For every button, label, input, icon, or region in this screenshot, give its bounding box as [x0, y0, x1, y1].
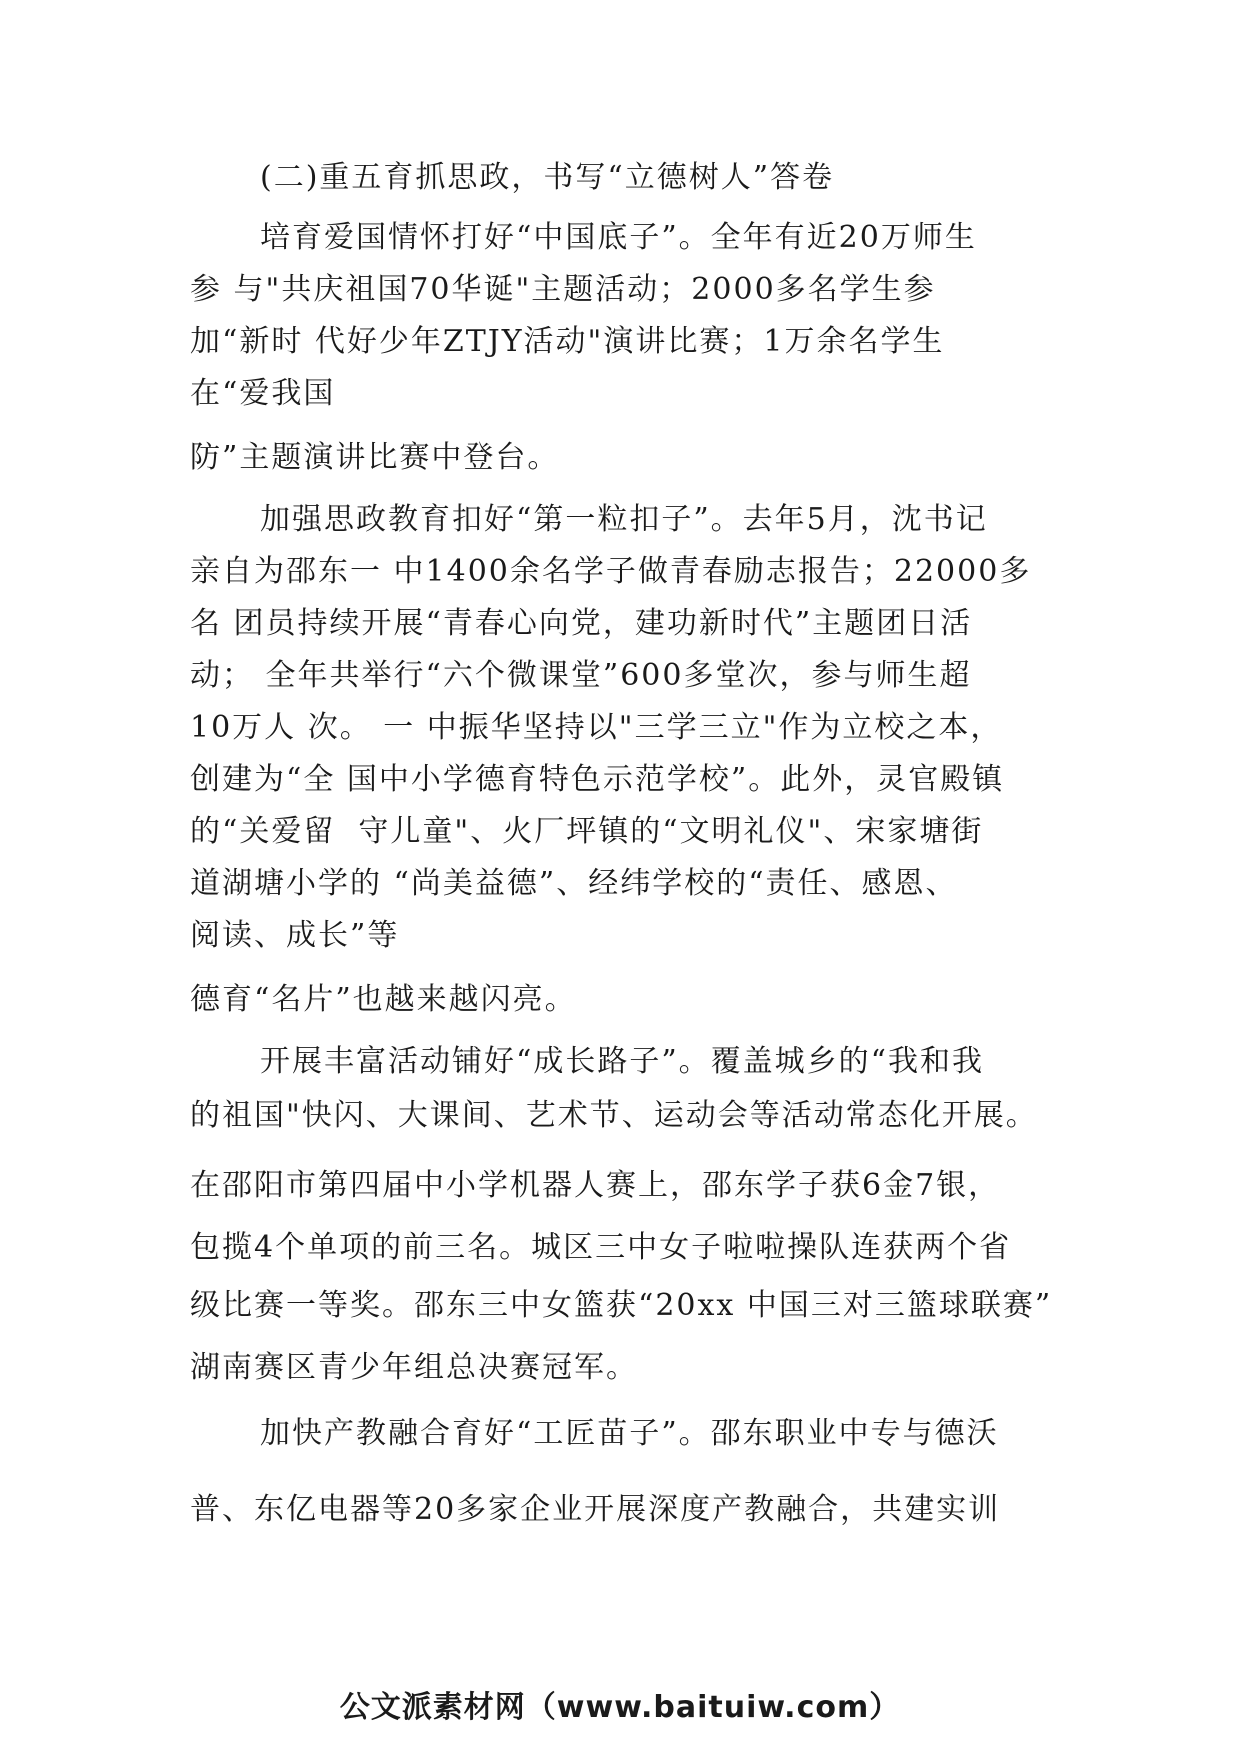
paragraph-line: 开展丰富活动铺好“成长路子”。覆盖城乡的“我和我 — [260, 1044, 985, 1079]
paragraph-line: 加强思政教育扣好“第一粒扣子”。去年5月，沈书记 — [260, 502, 988, 537]
paragraph-line: 湖南赛区青少年组总决赛冠军。 — [190, 1350, 638, 1385]
paragraph-line: 的“关爱留 守儿童"、火厂坪镇的“文明礼仪"、宋家塘街 — [190, 814, 984, 849]
section-heading: (二)重五育抓思政，书写“立德树人”答卷 — [260, 160, 835, 195]
paragraph-line: 德育“名片”也越来越闪亮。 — [190, 982, 577, 1017]
footer-watermark: 公文派素材网（www.baituiw.com） — [339, 1690, 901, 1725]
paragraph-line: 名 团员持续开展“青春心向党，建功新时代”主题团日活 — [190, 606, 973, 641]
paragraph-line: 动； 全年共举行“六个微课堂”600多堂次，参与师生超 — [190, 658, 972, 693]
paragraph-line: 阅读、成长”等 — [190, 918, 400, 953]
paragraph-line: 防”主题演讲比赛中登台。 — [190, 440, 560, 475]
paragraph-line: 普、东亿电器等20多家企业开展深度产教融合，共建实训 — [190, 1492, 1001, 1527]
paragraph-line: 参 与"共庆祖国70华诞"主题活动；2000多名学生参 — [190, 272, 936, 307]
paragraph-line: 亲自为邵东一 中1400余名学子做青春励志报告；22000多 — [190, 554, 1032, 589]
paragraph-line: 加“新时 代好少年ZTJY活动"演讲比赛；1万余名学生 — [190, 324, 945, 359]
paragraph-line: 包揽4个单项的前三名。城区三中女子啦啦操队连获两个省 — [190, 1230, 1012, 1265]
paragraph-line: 道湖塘小学的 “尚美益德”、经纬学校的“责任、感恩、 — [190, 866, 958, 901]
paragraph-line: 在邵阳市第四届中小学机器人赛上，邵东学子获6金7银， — [190, 1168, 1001, 1203]
paragraph-line: 的祖国"快闪、大课间、艺术节、运动会等活动常态化开展。 — [190, 1098, 1038, 1133]
paragraph-line: 培育爱国情怀打好“中国底子”。全年有近20万师生 — [260, 220, 977, 255]
paragraph-line: 在“爱我国 — [190, 376, 336, 411]
paragraph-line: 加快产教融合育好“工匠苗子”。邵东职业中专与德沃 — [260, 1416, 999, 1451]
paragraph-line: 10万人 次。 一 中振华坚持以"三学三立"作为立校之本， — [190, 710, 1003, 745]
paragraph-line: 创建为“全 国中小学德育特色示范学校”。此外，灵官殿镇 — [190, 762, 1005, 797]
paragraph-line: 级比赛一等奖。邵东三中女篮获“20xx 中国三对三篮球联赛” — [190, 1288, 1053, 1323]
